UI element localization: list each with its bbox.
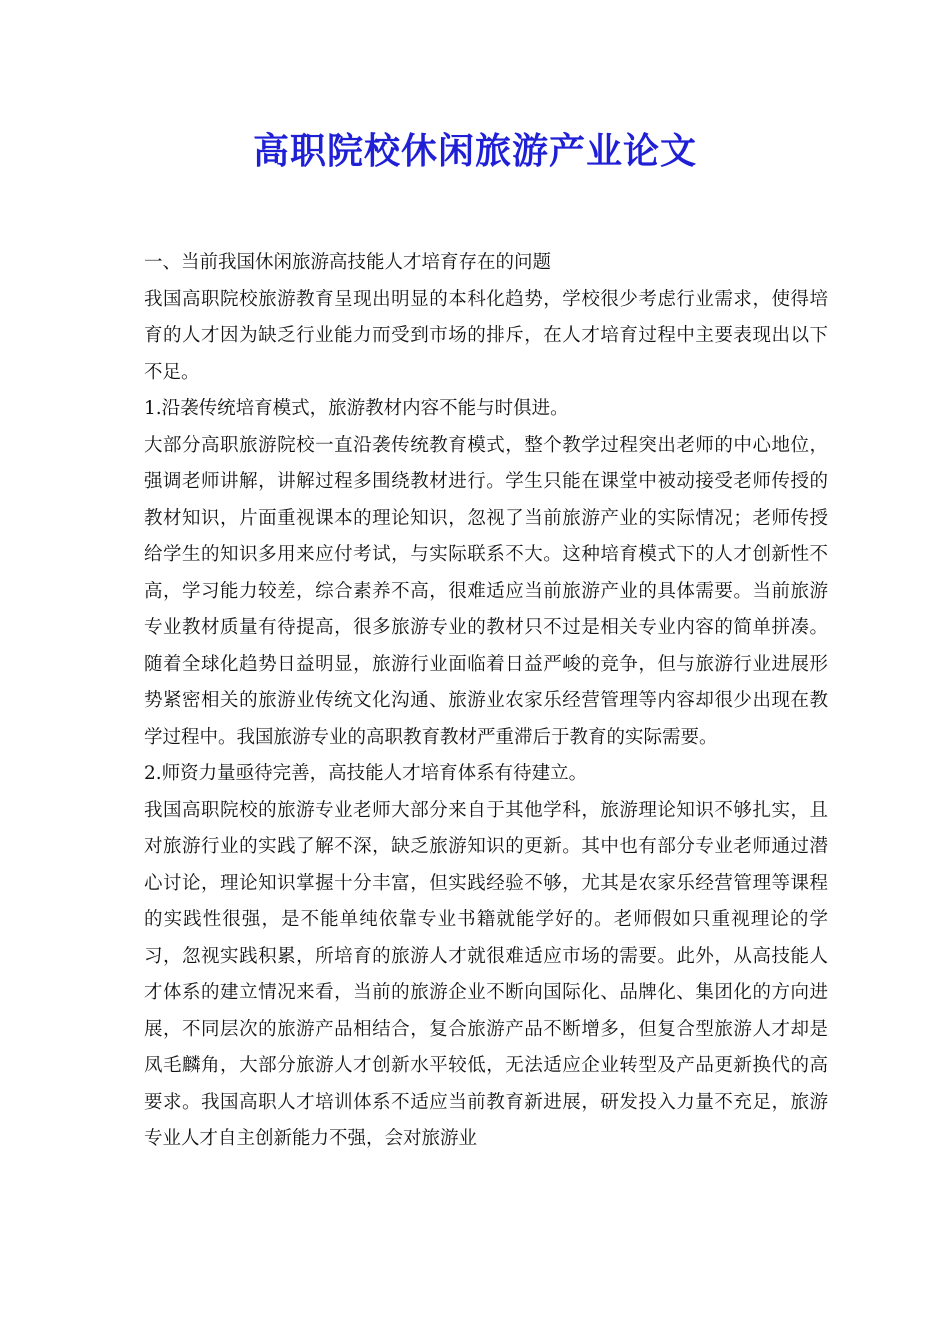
paragraph: 我国高职院校的旅游专业老师大部分来自于其他学科，旅游理论知识不够扎实，且对旅游行业的实践了解不深，缺乏旅游知识的更新。其中也有部分专业老师通过潜心讨论，理论知识掌握十分丰富，但实践经验不够，尤其是农家乐经营管理等课程的实践性很强，是不能单纯依靠专业书籍就能学好的。老师假如只重视理论的学习，忽视实践积累，所培育的旅游人才就很难适应市场的需要。此外，从高技能人才体系的建立情况来看，当前的旅游企业不断向国际化、品牌化、集团化的方向进展，不同层次的旅游产品相结合，复合旅游产品不断增多，但复合型旅游人才却是凤毛麟角，大部分旅游人才创新水平较低，无法适应企业转型及产品更新换代的高要求。我国高职人才培训体系不适应当前教育新进展，研发投入力量不充足，旅游专业人才自主创新能力不强，会对旅游业 bbox=[144, 799, 828, 1149]
subsection-heading: 1.沿袭传统培育模式，旅游教材内容不能与时俱进。 bbox=[144, 398, 569, 419]
paragraph: 大部分高职旅游院校一直沿袭传统教育模式，整个教学过程突出老师的中心地位，强调老师讲解，讲解过程多围绕教材进行。学生只能在课堂中被动接受老师传授的教材知识，片面重视课本的理论知识，忽视了当前旅游产业的实际情况；老师传授给学生的知识多用来应付考试，与实际联系不大。这种培育模式下的人才创新性不高，学习能力较差，综合素养不高，很难适应当前旅游产业的具体需要。当前旅游专业教材质量有待提高，很多旅游专业的教材只不过是相关专业内容的简单拼凑。随着全球化趋势日益明显，旅游行业面临着日益严峻的竞争，但与旅游行业进展形势紧密相关的旅游业传统文化沟通、旅游业农家乐经营管理等内容却很少出现在教学过程中。我国旅游专业的高职教育教材严重滞后于教育的实际需要。 bbox=[144, 434, 828, 748]
document-body bbox=[144, 245, 828, 1158]
section-heading: 一、当前我国休闲旅游高技能人才培育存在的问题 bbox=[144, 252, 552, 273]
document-title: 高职院校休闲旅游产业论文 bbox=[252, 131, 697, 172]
subsection-heading: 2.师资力量亟待完善，高技能人才培育体系有待建立。 bbox=[144, 763, 588, 784]
paragraph: 我国高职院校旅游教育呈现出明显的本科化趋势，学校很少考虑行业需求，使得培育的人才因为缺乏行业能力而受到市场的排斥，在人才培育过程中主要表现出以下不足。 bbox=[144, 288, 828, 383]
